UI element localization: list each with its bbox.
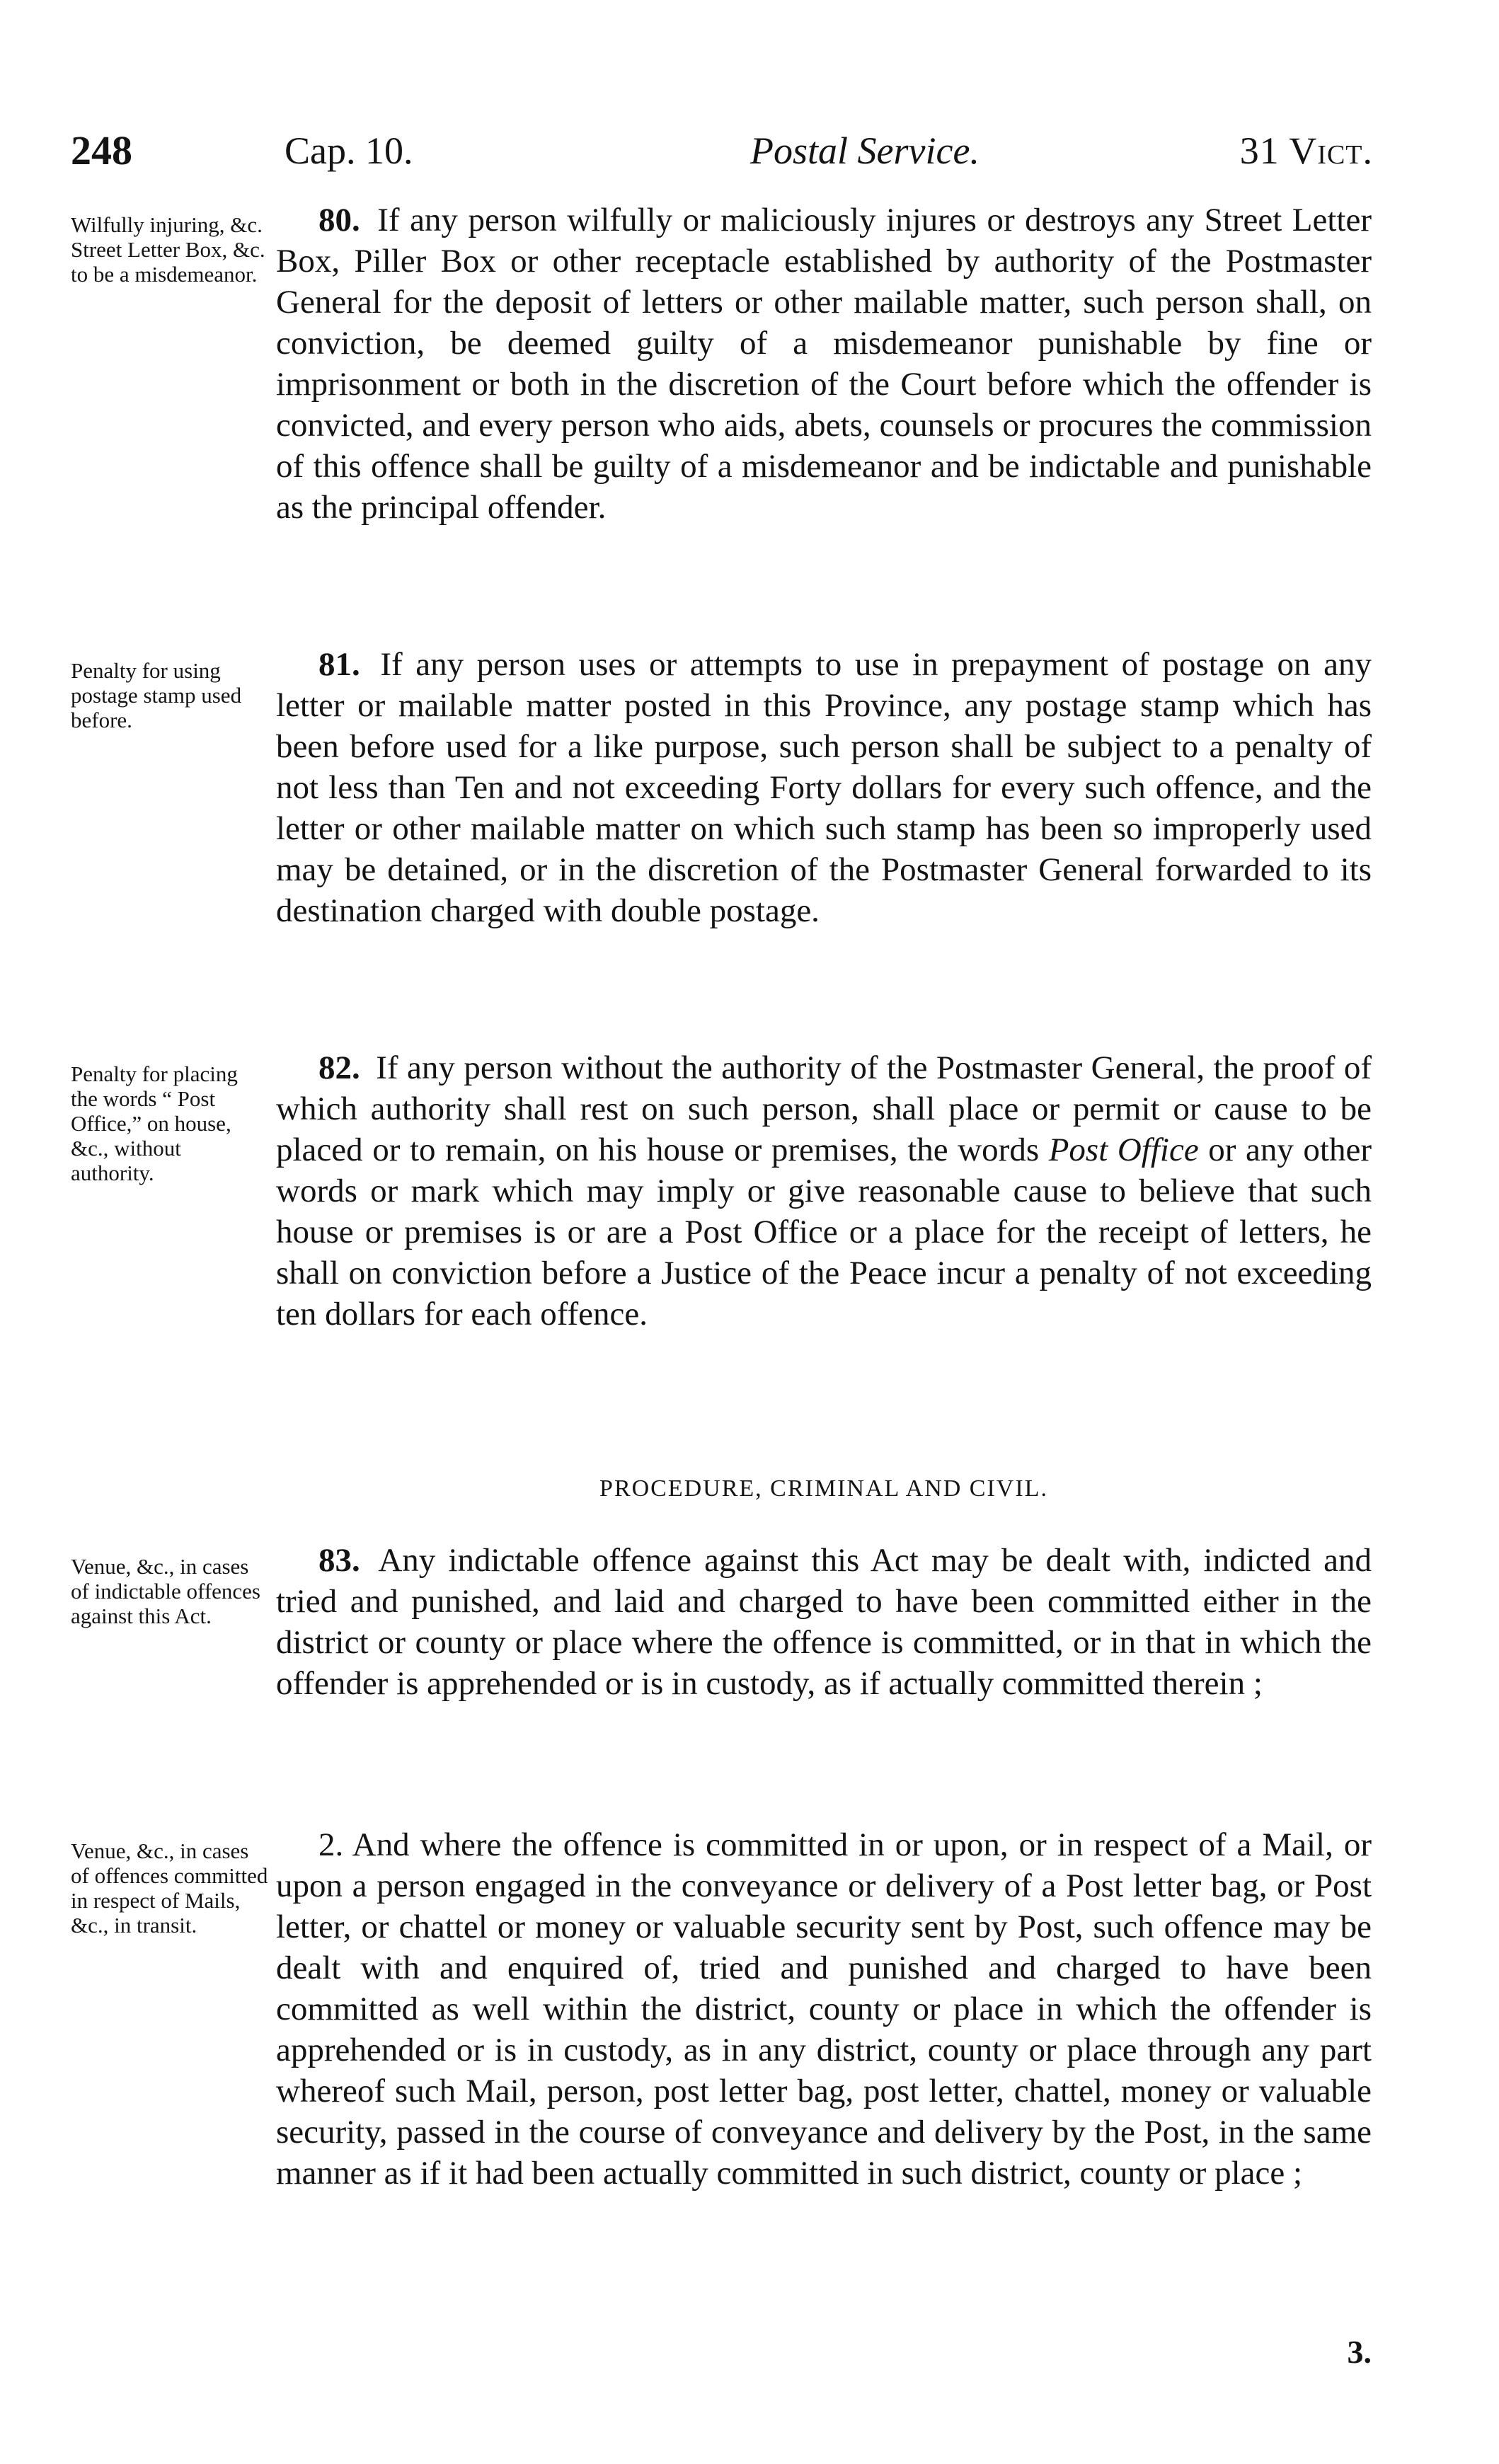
marginal-note-82: Penalty for placing the words “ Post Office,” on house, &c., without authority.: [71, 1061, 238, 1185]
running-head: [71, 126, 1373, 175]
section-heading: PROCEDURE, CRIMINAL AND CIVIL.: [599, 1475, 1048, 1502]
section-text: If any person without the authority of the Postmaster General, the proof of which authority shall rest on such person, shall place or permit or cause to be placed or to remain, on his house or premises, the words: [276, 1049, 1372, 1168]
section-number: 80.: [318, 202, 360, 238]
subsection-2: [276, 1824, 1372, 2194]
marginal-note-80: Wilfully injuring, &c. Street Letter Box, &c. to be a misdemeanor.: [71, 212, 265, 287]
section-80: [276, 200, 1372, 528]
marginal-note-81: Penalty for using postage stamp used before.: [71, 658, 242, 732]
italic-phrase: Post Office: [1048, 1132, 1199, 1168]
section-number: 81.: [318, 646, 360, 683]
marginal-note-83: Venue, &c., in cases of indictable offences against this Act.: [71, 1554, 260, 1628]
marginal-note-83-2: Venue, &c., in cases of offences committed in respect of Mails, &c., in transit.: [71, 1838, 268, 1938]
section-81: [276, 644, 1372, 931]
running-title: Postal Service.: [750, 129, 980, 172]
catchword: 3.: [1347, 2334, 1372, 2370]
subsection-number: 2.: [318, 1826, 344, 1863]
section-text: Any indictable offence against this Act may be dealt with, indicted and tried and punished, and laid and charged to have been committed either in the district or county or place where the offence is committed, or in that in which the offender is apprehended or is in custody, as if actually committed therein ;: [276, 1542, 1372, 1702]
regnal-year: 31 Vict.: [1239, 129, 1373, 172]
section-number: 82.: [318, 1049, 360, 1086]
section-text-continued: or any other words or mark which may imply or give reasonable cause to believe that such house or premises is or are a Post Office or a place for the receipt of letters, he shall on conviction before a Justice of the Peace incur a penalty of not exceeding ten dollars for each offence.: [276, 1132, 1372, 1332]
section-text: If any person wilfully or maliciously injures or destroys any Street Letter Box, Piller Box or other receptacle established by authority of the Postmaster General for the deposit of letters or other mailable matter, such person shall, on conviction, be deemed guilty of a misdemeanor punishable by fine or imprisonment or both in the discretion of the Court before which the offender is convicted, and every person who aids, abets, counsels or procures the commission of this offence shall be guilty of a misdemeanor and be indictable and punishable as the principal offender.: [276, 202, 1372, 526]
page-number: 248: [71, 127, 132, 173]
section-number: 83.: [318, 1542, 360, 1579]
subsection-text: And where the offence is committed in or upon, or in respect of a Mail, or upon a person engaged in the conveyance or delivery of a Post letter bag, or Post letter, or chattel or money or valuable security sent by Post, such offence may be dealt with and enquired of, tried and punished and charged to have been committed as well within the district, county or place in which the offender is apprehended or is in custody, as in any district, county or place through any part whereof such Mail, person, post letter bag, post letter, chattel, money or valuable security, passed in the course of conveyance and delivery by the Post, in the same manner as if it had been actually committed in such district, county or place ;: [276, 1826, 1372, 2192]
section-text: If any person uses or attempts to use in prepayment of postage on any letter or mailable matter posted in this Province, any postage stamp which has been before used for a like purpose, such person shall be subject to a penalty of not less than Ten and not exceeding Forty dollars for every such offence, and the letter or other mailable matter on which such stamp has been so improperly used may be detained, or in the discretion of the Postmaster General forwarded to its destination charged with double postage.: [276, 646, 1372, 929]
chapter-label: Cap. 10.: [285, 129, 413, 172]
section-83: [276, 1540, 1372, 1704]
section-82: [276, 1047, 1372, 1335]
